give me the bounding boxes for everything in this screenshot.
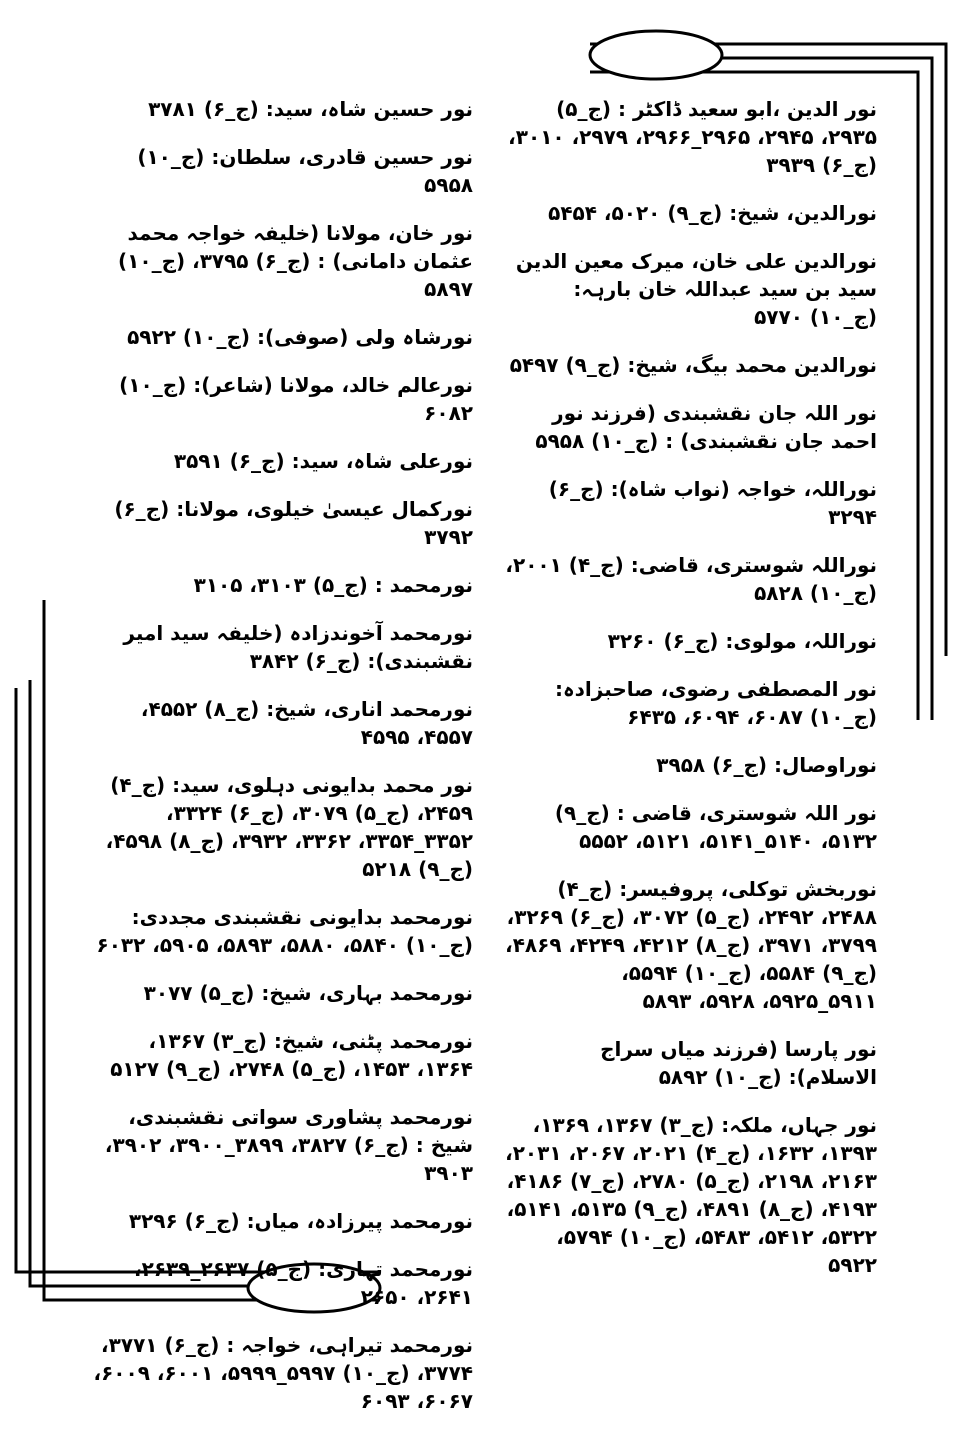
index-entry: نورعالم خالد، مولانا (شاعر): (ج_۱۰) ۶۰۸۲ — [119, 373, 473, 425]
index-column-right — [505, 95, 877, 1299]
index-entry: نور اللہ جان نقشبندی (فرزند نور احمد جان نقشبندی) : (ج_۱۰) ۵۹۵۸ — [535, 401, 877, 453]
index-entry: نور الدین ،ابو سعید ڈاکٹر : (ج_۵) ۲۹۳۵، ۲۹۴۵، ۲۹۶۵_۲۹۶۶، ۲۹۷۹، ۳۰۱۰، (ج_۶) ۳۹۳۹ — [508, 97, 877, 177]
index-entry: نورمحمد بہاری، شیخ: (ج_۵) ۳۰۷۷ — [143, 981, 473, 1005]
index-entry: نورکمال عیسیٰ خیلوی، مولانا: (ج_۶) ۳۷۹۲ — [114, 497, 473, 549]
index-entry: نور حسین قادری، سلطان: (ج_۱۰) ۵۹۵۸ — [137, 145, 473, 197]
index-entry: نوراوصال: (ج_۶) ۳۹۵۸ — [656, 753, 877, 777]
index-entry: نورشاہ ولی (صوفی): (ج_۱۰) ۵۹۲۲ — [127, 325, 473, 349]
index-entry: نور محمد بدایونی دہلوی، سید: (ج_۴) ۲۴۵۹، (ج_۵) ۳۰۷۹، (ج_۶) ۳۳۲۴، ۳۳۵۲_۳۳۵۴، ۳۳۶۲، ۳۹۳۲، (ج_۸) ۴۵۹۸، (ج_۹) ۵۲۱۸ — [105, 773, 473, 881]
index-entry: نورمحمد تیراہی، خواجہ : (ج_۶) ۳۷۷۱، ۳۷۷۴، (ج_۱۰) ۵۹۹۷_۵۹۹۹، ۶۰۰۱، ۶۰۰۹، ۶۰۶۷، ۶۰۹۳ — [93, 1333, 473, 1413]
index-entry: نور جہاں، ملکہ: (ج_۳) ۱۳۶۷، ۱۳۶۹، ۱۳۹۳، ۱۶۳۲، (ج_۴) ۲۰۲۱، ۲۰۶۷، ۲۰۳۱، ۲۱۶۳، ۲۱۹۸، (ج_۵) ۲۷۸۰، (ج_۷) ۴۱۸۶، ۴۱۹۳، (ج_۸) ۴۸۹۱، (ج_۹) ۵۱۳۵، ۵۱۴۱، ۵۳۲۲، ۵۴۱۲، ۵۴۸۳، (ج_۱۰) ۵۷۹۴، ۵۹۲۲ — [505, 1113, 877, 1277]
index-entry: نوراللہ، خواجہ (نواب شاہ): (ج_۶) ۳۲۹۴ — [548, 477, 877, 529]
index-entry: نورمحمد آخوندزادہ (خلیفہ سید امیر نقشبندی): (ج_۶) ۳۸۴۲ — [123, 621, 473, 673]
index-entry: نورالدین علی خان، میرک معین الدین سید بن سید عبداللہ خان بارہہ: (ج_۱۰) ۵۷۷۰ — [515, 249, 877, 329]
index-entry: نور خان، مولانا (خلیفہ خواجہ محمد عثمان دامانی) : (ج_۶) ۳۷۹۵، (ج_۱۰) ۵۸۹۷ — [118, 221, 473, 301]
index-entry: نوراللہ شوستری، قاضی: (ج_۴) ۲۰۰۱، (ج_۱۰) ۵۸۲۸ — [505, 553, 877, 605]
index-entry: نورمحمد : (ج_۵) ۳۱۰۳، ۳۱۰۵ — [193, 573, 473, 597]
index-entry: نورمحمد اناری، شیخ: (ج_۸) ۴۵۵۲، ۴۵۵۷، ۴۵۹۵ — [140, 697, 473, 749]
index-entry: نور پارسا (فرزند میاں سراج الاسلام): (ج_۱۰) ۵۸۹۲ — [600, 1037, 877, 1089]
index-entry: نورمحمد پشاوری سواتی نقشبندی، شیخ : (ج_۶) ۳۸۲۷، ۳۸۹۹_۳۹۰۰، ۳۹۰۲، ۳۹۰۳ — [104, 1105, 473, 1185]
index-entry: نور اللہ شوستری، قاضی : (ج_۹) ۵۱۳۲، ۵۱۴۰_۵۱۴۱، ۵۱۲۱، ۵۵۵۲ — [554, 801, 877, 853]
index-entry: نورمحمد بدایونی نقشبندی مجددی: (ج_۱۰) ۵۸۴۰، ۵۸۸۰، ۵۸۹۳، ۵۹۰۵، ۶۰۳۲ — [96, 905, 473, 957]
index-entry: نوراللہ، مولوی: (ج_۶) ۳۲۶۰ — [607, 629, 877, 653]
index-entry: نور حسین شاہ، سید: (ج_۶) ۳۷۸۱ — [148, 97, 473, 121]
index-column-left — [90, 95, 473, 1435]
index-entry: نور المصطفی رضوی، صاحبزادہ: (ج_۱۰) ۶۰۸۷، ۶۰۹۴، ۶۴۳۵ — [554, 677, 877, 729]
index-entry: نورالدین، شیخ: (ج_۹) ۵۰۲۰، ۵۴۵۴ — [548, 201, 877, 225]
index-entry: نورمحمد پیرزادہ، میاں: (ج_۶) ۳۲۹۶ — [128, 1209, 473, 1233]
index-entry: نورعلی شاہ، سید: (ج_۶) ۳۵۹۱ — [173, 449, 473, 473]
index-entry: نورمحمد تہاری: (ج_۵) ۲۶۳۷_۲۶۳۹، ۲۶۴۱، ۲۶۵۰ — [134, 1257, 473, 1309]
index-entry: نوربخش توکلی، پروفیسر: (ج_۴) ۲۴۸۸، ۲۴۹۲، (ج_۵) ۳۰۷۲، (ج_۶) ۳۲۶۹، ۳۷۹۹، ۳۹۷۱، (ج_۸) ۴۲۱۲، ۴۲۴۹، ۴۸۶۹، (ج_۹) ۵۵۸۴، (ج_۱۰) ۵۵۹۴، ۵۹۱۱_۵۹۲۵، ۵۹۲۸، ۵۸۹۳ — [505, 877, 877, 1013]
index-entry: نورمحمد پٹنی، شیخ: (ج_۳) ۱۳۶۷، ۱۳۶۴، ۱۴۵۳، (ج_۵) ۲۷۴۸، (ج_۹) ۵۱۲۷ — [110, 1029, 473, 1081]
index-entry: نورالدین محمد بیگ، شیخ: (ج_۹) ۵۴۹۷ — [509, 353, 877, 377]
